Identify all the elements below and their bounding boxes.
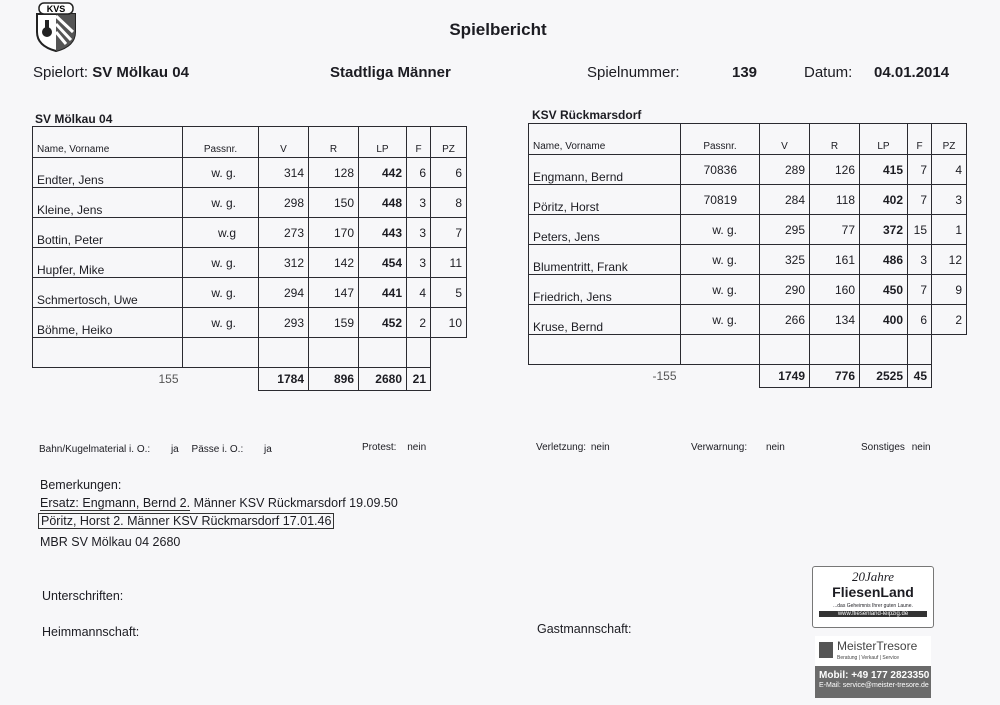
remarks-label: Bemerkungen: xyxy=(40,478,122,492)
player-pz: 12 xyxy=(932,245,967,275)
column-header: F xyxy=(407,127,431,158)
player-pass: w. g. xyxy=(681,245,760,275)
blank-cell xyxy=(431,368,467,391)
remarks-line-1-suffix: Männer KSV Rückmarsdorf 19.09.50 xyxy=(190,496,398,510)
player-f: 7 xyxy=(908,275,932,305)
player-r: 126 xyxy=(810,155,860,185)
player-pz: 1 xyxy=(932,215,967,245)
total-v: 1784 xyxy=(259,368,309,391)
player-row xyxy=(33,218,467,248)
player-name: Bottin, Peter xyxy=(33,218,183,248)
player-pz: 11 xyxy=(431,248,467,278)
player-pass: w. g. xyxy=(183,158,259,188)
player-r: 128 xyxy=(309,158,359,188)
column-header: PZ xyxy=(431,127,467,158)
player-r: 160 xyxy=(810,275,860,305)
total-r: 896 xyxy=(309,368,359,391)
column-header: R xyxy=(810,124,860,155)
remarks-line-1 xyxy=(40,496,398,510)
player-r: 77 xyxy=(810,215,860,245)
player-v: 284 xyxy=(760,185,810,215)
page-title: Spielbericht xyxy=(449,20,547,39)
empty-cell xyxy=(908,335,932,365)
mt-name: MeisterTresore xyxy=(837,639,918,653)
player-r: 161 xyxy=(810,245,860,275)
verletzung-value: nein xyxy=(590,442,610,453)
player-pz: 2 xyxy=(932,305,967,335)
totals-row xyxy=(529,365,967,388)
player-pz: 9 xyxy=(932,275,967,305)
fl-slogan: ...das Geheimnis Ihrer guten Laune. xyxy=(833,603,913,609)
pin-difference: 155 xyxy=(158,372,179,387)
sonstiges-check xyxy=(861,442,931,453)
unterschriften-label: Unterschriften: xyxy=(42,589,124,603)
player-name: Endter, Jens xyxy=(33,158,183,188)
heim-signature-label: Heimmannschaft: xyxy=(42,625,140,639)
column-header: Name, Vorname xyxy=(529,124,681,155)
empty-row xyxy=(529,335,967,365)
datum-value: 04.01.2014 xyxy=(874,64,950,81)
player-r: 134 xyxy=(810,305,860,335)
spielnummer-value: 139 xyxy=(732,64,758,81)
player-f: 6 xyxy=(407,158,431,188)
player-f: 15 xyxy=(908,215,932,245)
verwarnung-value: nein xyxy=(765,442,785,453)
column-header: Passnr. xyxy=(681,124,760,155)
player-lp: 443 xyxy=(359,218,407,248)
bahn-label: Bahn/Kugelmaterial i. O.: xyxy=(39,444,151,455)
empty-cell xyxy=(407,338,431,368)
spielort-label: Spielort: xyxy=(33,64,89,81)
player-f: 3 xyxy=(407,248,431,278)
mt-sub: Beratung | Verkauf | Service xyxy=(837,655,900,661)
player-lp: 415 xyxy=(860,155,908,185)
player-name: Blumentritt, Frank xyxy=(529,245,681,275)
player-pz: 10 xyxy=(431,308,467,338)
player-row xyxy=(529,275,967,305)
meistertresore-ad xyxy=(815,636,931,698)
verletzung-label: Verletzung: xyxy=(536,442,587,453)
remarks-line-2: Pöritz, Horst 2. Männer KSV Rückmarsdorf 17.01.46 xyxy=(38,513,334,529)
player-row xyxy=(33,248,467,278)
mt-mail: E-Mail: service@meister-tresore.de xyxy=(819,682,929,689)
player-lp: 400 xyxy=(860,305,908,335)
player-f: 2 xyxy=(407,308,431,338)
player-v: 289 xyxy=(760,155,810,185)
total-v: 1749 xyxy=(760,365,810,388)
player-r: 147 xyxy=(309,278,359,308)
total-f: 21 xyxy=(407,368,431,391)
empty-cell xyxy=(932,335,967,365)
player-lp: 441 xyxy=(359,278,407,308)
home-score-table xyxy=(32,126,467,391)
player-pass: w. g. xyxy=(681,305,760,335)
fl-url: www.fliesenland-leipzig.de xyxy=(819,611,927,617)
blank-cell xyxy=(932,365,967,388)
player-pz: 6 xyxy=(431,158,467,188)
protest-check xyxy=(362,442,426,453)
player-pz: 3 xyxy=(932,185,967,215)
total-lp: 2525 xyxy=(860,365,908,388)
player-v: 273 xyxy=(259,218,309,248)
sonstiges-label: Sonstiges xyxy=(861,442,905,453)
bahn-check xyxy=(39,444,272,455)
bahn-value: ja xyxy=(170,444,179,455)
player-name: Engmann, Bernd xyxy=(529,155,681,185)
player-pz: 8 xyxy=(431,188,467,218)
column-header: R xyxy=(309,127,359,158)
blank-cell xyxy=(183,368,259,391)
spielort xyxy=(33,64,189,81)
player-row xyxy=(529,185,967,215)
league: Stadtliga Männer xyxy=(330,64,451,81)
player-pz: 5 xyxy=(431,278,467,308)
table-header-row xyxy=(33,127,467,158)
table-header-row xyxy=(529,124,967,155)
empty-row xyxy=(33,338,467,368)
empty-cell xyxy=(33,338,183,368)
column-header: Passnr. xyxy=(183,127,259,158)
player-name: Pöritz, Horst xyxy=(529,185,681,215)
player-name: Friedrich, Jens xyxy=(529,275,681,305)
player-name: Peters, Jens xyxy=(529,215,681,245)
player-f: 6 xyxy=(908,305,932,335)
player-v: 293 xyxy=(259,308,309,338)
player-pass: 70836 xyxy=(681,155,760,185)
mt-phone: Mobil: +49 177 2823350 xyxy=(819,670,930,681)
player-name: Böhme, Heiko xyxy=(33,308,183,338)
player-lp: 450 xyxy=(860,275,908,305)
player-r: 118 xyxy=(810,185,860,215)
empty-cell xyxy=(309,338,359,368)
player-name: Hupfer, Mike xyxy=(33,248,183,278)
empty-cell xyxy=(529,335,681,365)
verwarnung-check xyxy=(691,442,785,453)
player-pass: 70819 xyxy=(681,185,760,215)
player-lp: 454 xyxy=(359,248,407,278)
player-v: 266 xyxy=(760,305,810,335)
player-f: 7 xyxy=(908,155,932,185)
player-r: 170 xyxy=(309,218,359,248)
empty-cell xyxy=(681,335,760,365)
fl-anniversary: 20Jahre xyxy=(851,569,895,584)
player-pass: w. g. xyxy=(681,275,760,305)
player-v: 325 xyxy=(760,245,810,275)
guest-score-table xyxy=(528,123,967,388)
player-row xyxy=(529,305,967,335)
fliesenland-ad xyxy=(812,566,934,628)
player-row xyxy=(33,278,467,308)
player-f: 3 xyxy=(407,188,431,218)
player-v: 314 xyxy=(259,158,309,188)
player-f: 3 xyxy=(908,245,932,275)
player-lp: 448 xyxy=(359,188,407,218)
player-pz: 4 xyxy=(932,155,967,185)
player-lp: 452 xyxy=(359,308,407,338)
empty-cell xyxy=(183,338,259,368)
home-team-name: SV Mölkau 04 xyxy=(35,112,113,126)
player-v: 290 xyxy=(760,275,810,305)
player-v: 294 xyxy=(259,278,309,308)
player-row xyxy=(33,158,467,188)
player-name: Kruse, Bernd xyxy=(529,305,681,335)
player-f: 7 xyxy=(908,185,932,215)
player-name: Schmertosch, Uwe xyxy=(33,278,183,308)
column-header: Name, Vorname xyxy=(33,127,183,158)
total-lp: 2680 xyxy=(359,368,407,391)
empty-cell xyxy=(810,335,860,365)
safe-icon xyxy=(819,642,833,658)
player-row xyxy=(33,188,467,218)
player-pass: w. g. xyxy=(183,188,259,218)
blank-cell xyxy=(681,365,760,388)
column-header: F xyxy=(908,124,932,155)
guest-team-name: KSV Rückmarsdorf xyxy=(532,108,642,122)
player-row xyxy=(529,215,967,245)
column-header: LP xyxy=(359,127,407,158)
empty-cell xyxy=(431,338,467,368)
player-r: 142 xyxy=(309,248,359,278)
player-f: 3 xyxy=(407,218,431,248)
verletzung-check xyxy=(536,442,610,453)
player-row xyxy=(529,155,967,185)
empty-cell xyxy=(860,335,908,365)
player-lp: 402 xyxy=(860,185,908,215)
player-v: 312 xyxy=(259,248,309,278)
column-header: LP xyxy=(860,124,908,155)
totals-row xyxy=(33,368,467,391)
sonstiges-value: nein xyxy=(911,442,931,453)
remarks-line-3: MBR SV Mölkau 04 2680 xyxy=(40,535,181,549)
player-pass: w. g. xyxy=(183,278,259,308)
column-header: V xyxy=(259,127,309,158)
player-lp: 442 xyxy=(359,158,407,188)
gast-signature-label: Gastmannschaft: xyxy=(537,622,632,636)
empty-cell xyxy=(760,335,810,365)
spielort-value: SV Mölkau 04 xyxy=(92,64,189,81)
player-pass: w.g xyxy=(183,218,259,248)
column-header: V xyxy=(760,124,810,155)
empty-cell xyxy=(259,338,309,368)
player-name: Kleine, Jens xyxy=(33,188,183,218)
player-lp: 486 xyxy=(860,245,908,275)
logo-text: KVS xyxy=(46,4,66,14)
remarks-line-1-prefix: Ersatz: Engmann, Bernd 2. xyxy=(40,496,191,510)
protest-label: Protest: xyxy=(362,442,397,453)
paesse-label: Pässe i. O.: xyxy=(191,444,244,455)
datum-label: Datum: xyxy=(804,64,853,81)
player-row xyxy=(529,245,967,275)
player-v: 298 xyxy=(259,188,309,218)
player-row xyxy=(33,308,467,338)
player-pass: w. g. xyxy=(183,308,259,338)
paesse-value: ja xyxy=(264,444,272,455)
player-r: 150 xyxy=(309,188,359,218)
player-v: 295 xyxy=(760,215,810,245)
verwarnung-label: Verwarnung: xyxy=(691,442,748,453)
player-f: 4 xyxy=(407,278,431,308)
spielnummer-label: Spielnummer: xyxy=(587,64,680,81)
total-r: 776 xyxy=(810,365,860,388)
total-f: 45 xyxy=(908,365,932,388)
empty-cell xyxy=(359,338,407,368)
fl-name: FliesenLand xyxy=(832,584,914,600)
protest-value: nein xyxy=(407,442,427,453)
pin-difference: -155 xyxy=(652,369,677,384)
player-pz: 7 xyxy=(431,218,467,248)
player-pass: w. g. xyxy=(183,248,259,278)
player-lp: 372 xyxy=(860,215,908,245)
player-r: 159 xyxy=(309,308,359,338)
column-header: PZ xyxy=(932,124,967,155)
player-pass: w. g. xyxy=(681,215,760,245)
